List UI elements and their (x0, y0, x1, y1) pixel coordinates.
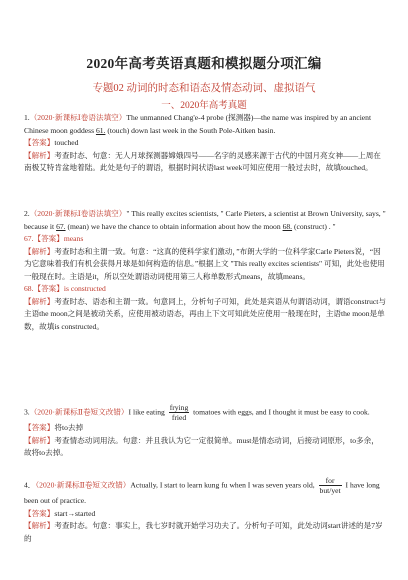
question-3-text (24, 403, 386, 422)
question-stem: I like eating (128, 407, 167, 417)
answer-number: 68. (24, 284, 34, 293)
question-1 (24, 112, 386, 175)
answer-tag: 【答案】 (33, 234, 64, 243)
analysis-tag: 【解析】 (24, 246, 55, 256)
answer-value: 将to去掉 (54, 423, 84, 432)
original-word: frying (169, 403, 189, 412)
analysis-line (24, 150, 386, 175)
question-stem: Actually, I start to learn kung fu when I was seven years old, (130, 480, 317, 490)
analysis-text: 考查情态动词用法。句意：并且我认为它一定很简单。must是情态动词，后接动词原形，to多余，故将to去掉。 (24, 435, 379, 457)
analysis-line (24, 435, 386, 460)
question-stem-cont: tomatoes with eggs, and I thought it must be easy to cook. (191, 407, 370, 417)
question-number: 4． (24, 480, 36, 490)
correction-mark (319, 476, 342, 495)
analysis-tag: 【解析】 (24, 150, 55, 160)
analysis-line (24, 520, 386, 545)
question-3 (24, 403, 386, 460)
analysis-68-line (24, 296, 386, 334)
question-stem: " This really excites scientists, " Carle Pieters, a scientist at Brown University, says, " because it (24, 209, 386, 231)
answer-value: start→started (54, 508, 96, 518)
analysis-text: 考查时态和主谓一致。句意：“这真的使科学家们激动，”布朗大学的一位科学家Carle Pieters说，“因为它意味着我们有机会获得月球是如何构造的信息。”根据上文 "This really excites scientists" 可知，此处也使用一般现在时。主语是it，所以空处谓语动词使用第三人称单数形式means，故填means。 (24, 246, 385, 281)
answer-value: touched (54, 138, 79, 147)
question-source: （2020·新课标Ⅰ卷语法填空） (29, 209, 127, 218)
analysis-text: 考查时态、语态和主谓一致。句意同上，分析句子可知，此处是宾语从句谓语动词，谓语construct与主语the moon之间是被动关系，应使用被动语态，再由上下文可知此处应使用一般现在时，主语the moon是单数，故填is constructed。 (24, 296, 386, 331)
answer-tag: 【答案】 (24, 508, 55, 518)
original-word: for (319, 476, 342, 486)
question-2-text (24, 208, 386, 233)
answer-tag: 【答案】 (33, 284, 64, 293)
corrected-word: fried (171, 413, 187, 422)
question-stem-cont: (touch) down last week in the South Pole-Aitken basin. (105, 125, 276, 135)
answer-68-line (24, 283, 386, 296)
question-source: （2020·新课标Ⅱ卷短文改错） (29, 407, 129, 417)
corrected-word: but/yet (319, 486, 341, 495)
blank-68: 68. (282, 221, 293, 231)
question-4-text (24, 476, 386, 508)
question-stem-end: (construct) . " (292, 221, 336, 231)
answer-line (24, 508, 386, 521)
analysis-tag: 【解析】 (24, 296, 55, 306)
question-2 (24, 208, 386, 333)
answer-line (24, 137, 386, 150)
answer-line (24, 422, 386, 435)
page-subtitle: 专题02 动词的时态和语态及情态动词、虚拟语气 (92, 83, 316, 94)
answer-number: 67. (24, 234, 34, 243)
question-source: （2020·新课标Ⅱ卷短文改错） (35, 480, 131, 490)
answer-value: means (63, 234, 84, 243)
analysis-tag: 【解析】 (24, 521, 55, 530)
answer-tag: 【答案】 (24, 138, 55, 147)
question-stem: The unmanned Chang'e-4 probe (探测器)—the name was inspired by an ancient Chinese moon goddess (24, 113, 372, 135)
page-title: 2020年高考英语真题和模拟题分项汇编 (86, 56, 322, 71)
correction-mark (169, 403, 190, 422)
question-number: 3. (24, 407, 30, 417)
analysis-tag: 【解析】 (24, 435, 55, 445)
blank-67: 67. (56, 221, 66, 231)
question-4 (24, 476, 386, 545)
question-stem-cont: (mean) we have the chance to obtain information about how the moon (65, 221, 283, 231)
section-heading: 一、2020年高考真题 (161, 101, 247, 111)
blank-61: 61. (95, 125, 106, 135)
question-number: 2. (24, 209, 30, 218)
analysis-text: 考查时态。句意：事实上，我七岁时就开始学习功夫了。分析句子可知，此处动词start讲述的是7岁的 (24, 521, 383, 543)
question-number: 1. (24, 113, 30, 122)
question-1-text (24, 112, 386, 137)
question-source: （2020·新课标Ⅰ卷语法填空） (29, 113, 127, 122)
analysis-67-line (24, 246, 386, 284)
answer-tag: 【答案】 (24, 423, 55, 432)
analysis-text: 考查时态、句意：无人月球探测器嫦娥四号——名字的灵感来源于古代的中国月亮女神——上周在南极艾特肯盆地着陆。此处是句子的谓语，根据时间状语last week可知应使用一般过去时，故填touched。 (24, 150, 381, 172)
answer-value: is constructed (63, 284, 106, 293)
answer-67-line (24, 233, 386, 246)
question-stem-cont: I have long been out of practice. (24, 480, 380, 505)
